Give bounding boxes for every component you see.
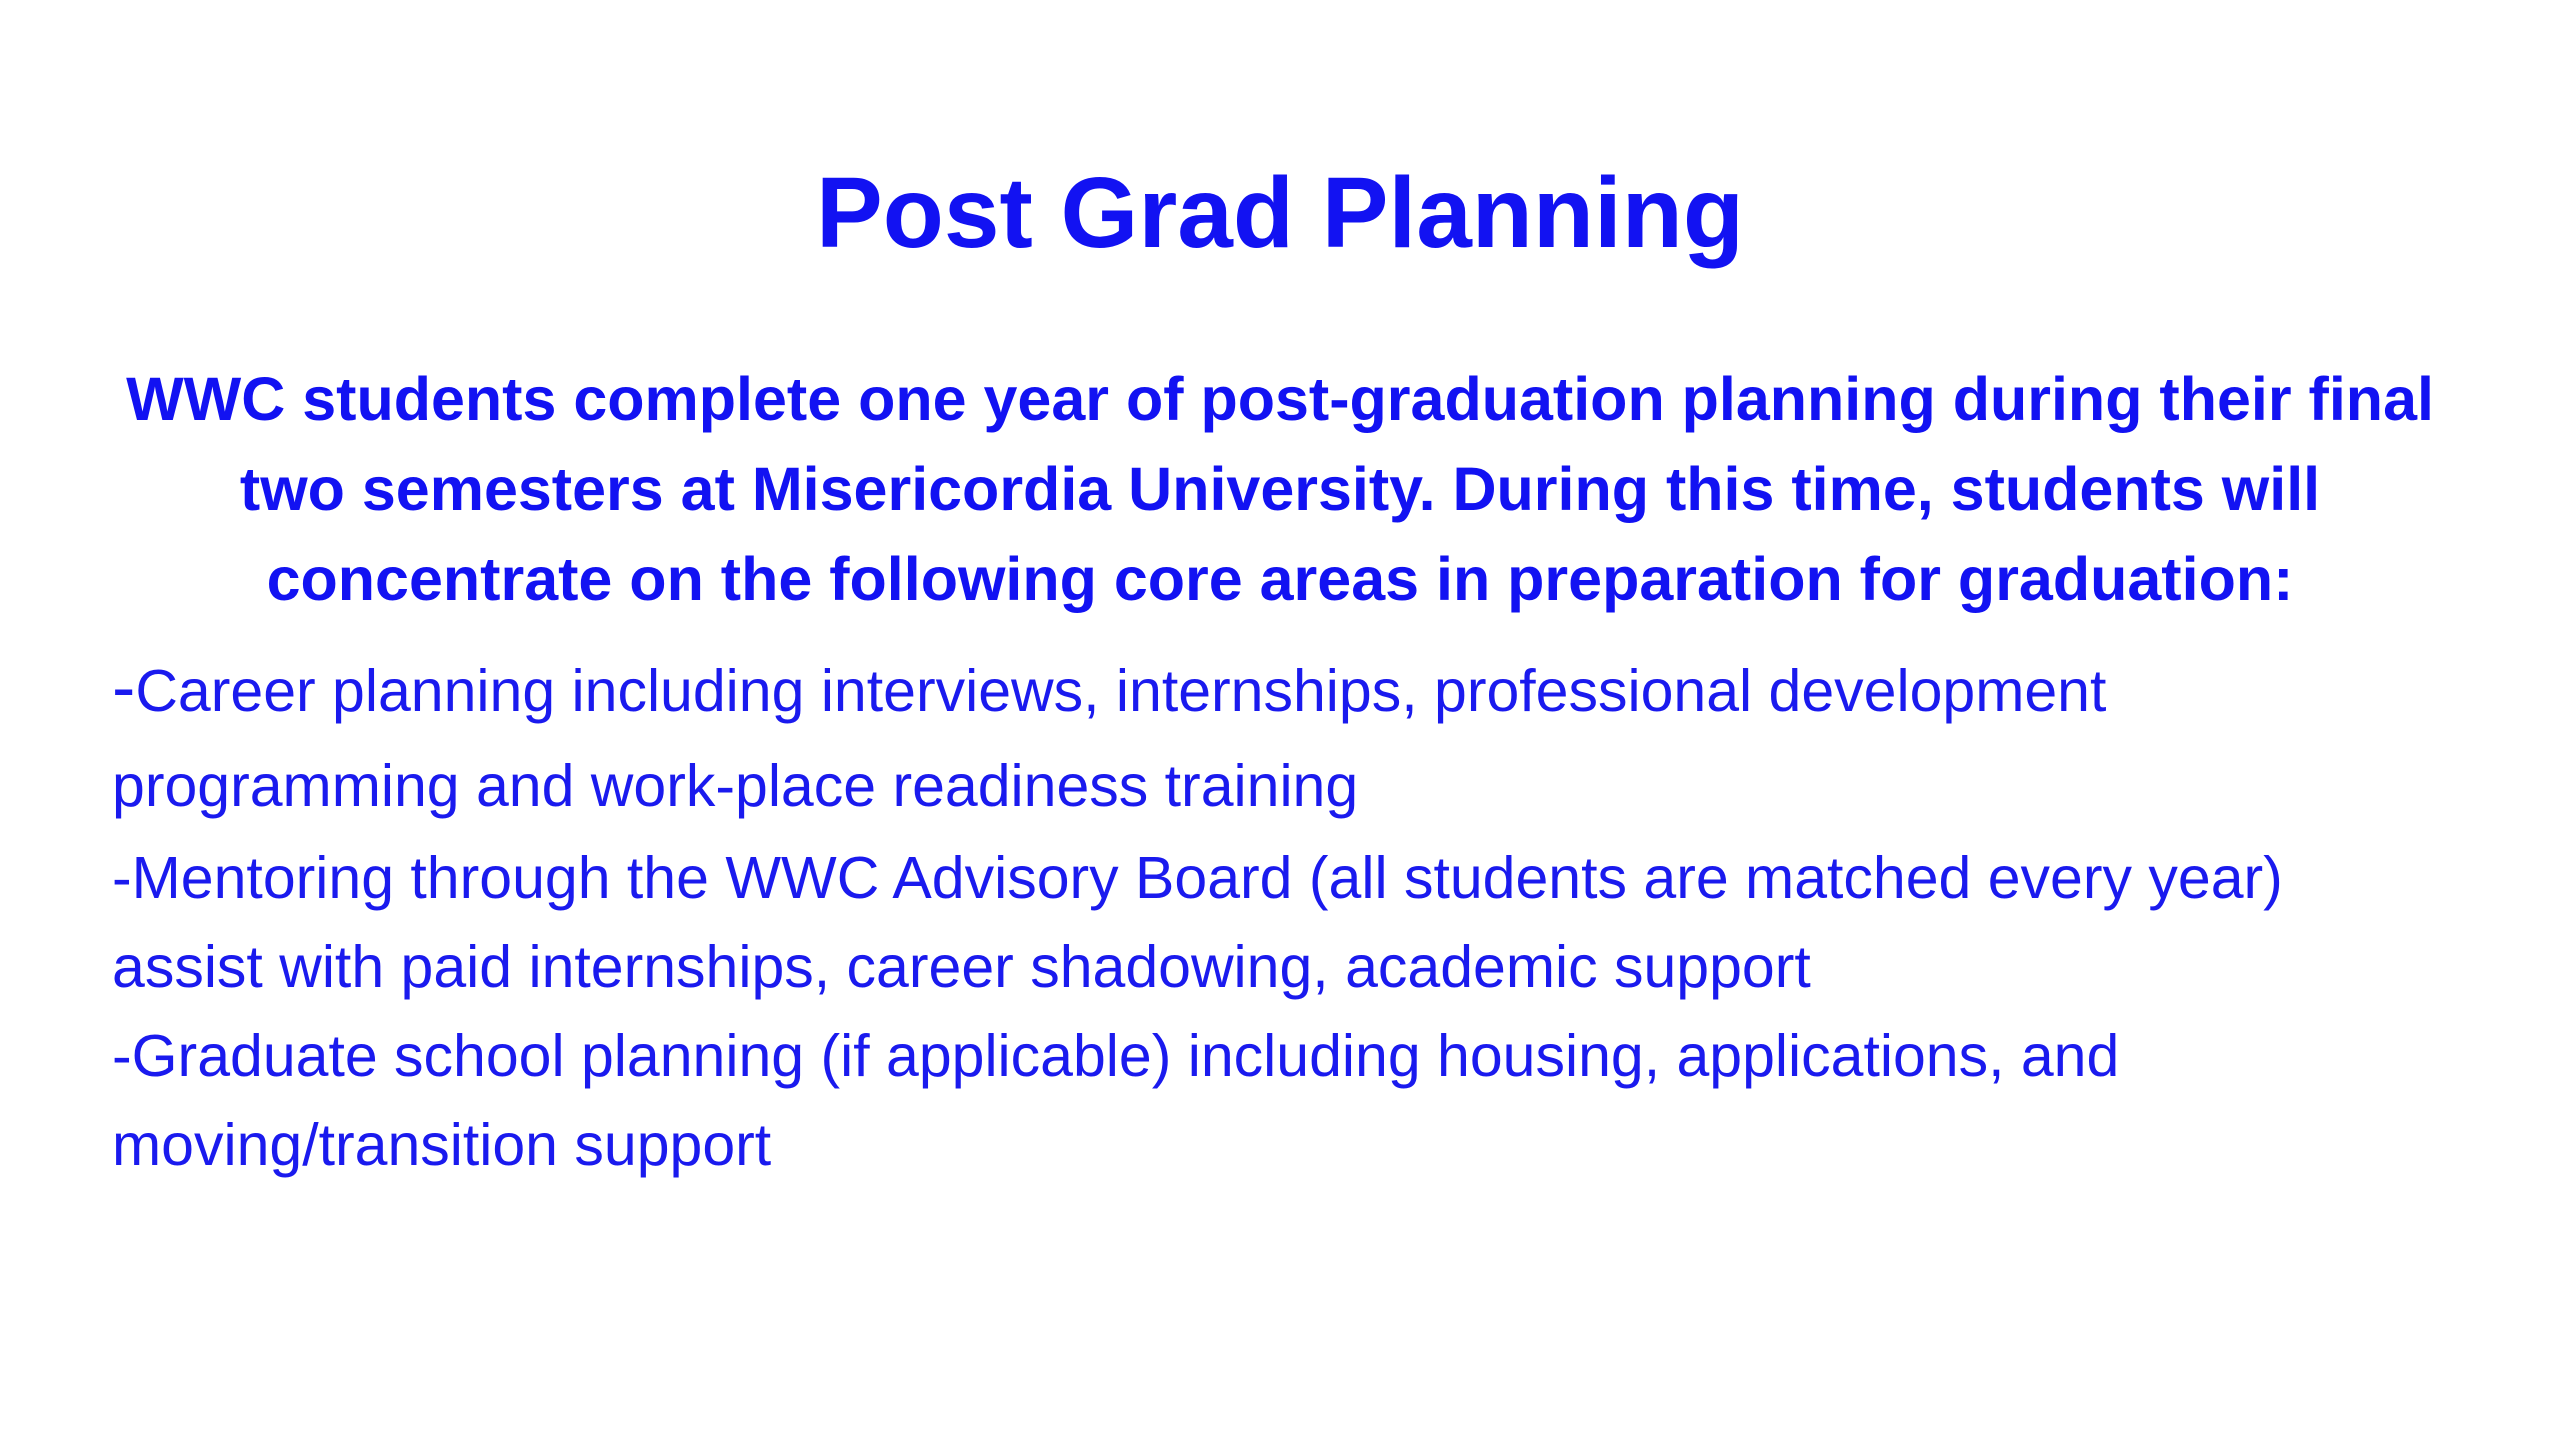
list-item: [112, 640, 2412, 834]
bullet-marker: -: [112, 648, 136, 726]
list-item: [112, 1012, 2412, 1190]
bullet-text: Graduate school planning (if applicable) including housing, applications, and moving/transition support: [112, 1023, 2120, 1178]
core-areas-list: [112, 640, 2412, 1190]
bullet-marker: -: [112, 1023, 132, 1089]
list-item: [112, 834, 2412, 1012]
bullet-marker: -: [112, 845, 132, 911]
intro-paragraph: WWC students complete one year of post-graduation planning during their final two semesters at Misericordia University. During this time, students will concentrate on the following core areas in preparation for graduation:: [126, 365, 2434, 613]
slide-title: Post Grad Planning: [816, 157, 1744, 269]
bullet-text: Mentoring through the WWC Advisory Board (all students are matched every year) assist with paid internships, career shadowing, academic support: [112, 845, 2283, 1000]
bullet-text: Career planning including interviews, internships, professional development programming and work-place readiness training: [112, 658, 2107, 819]
